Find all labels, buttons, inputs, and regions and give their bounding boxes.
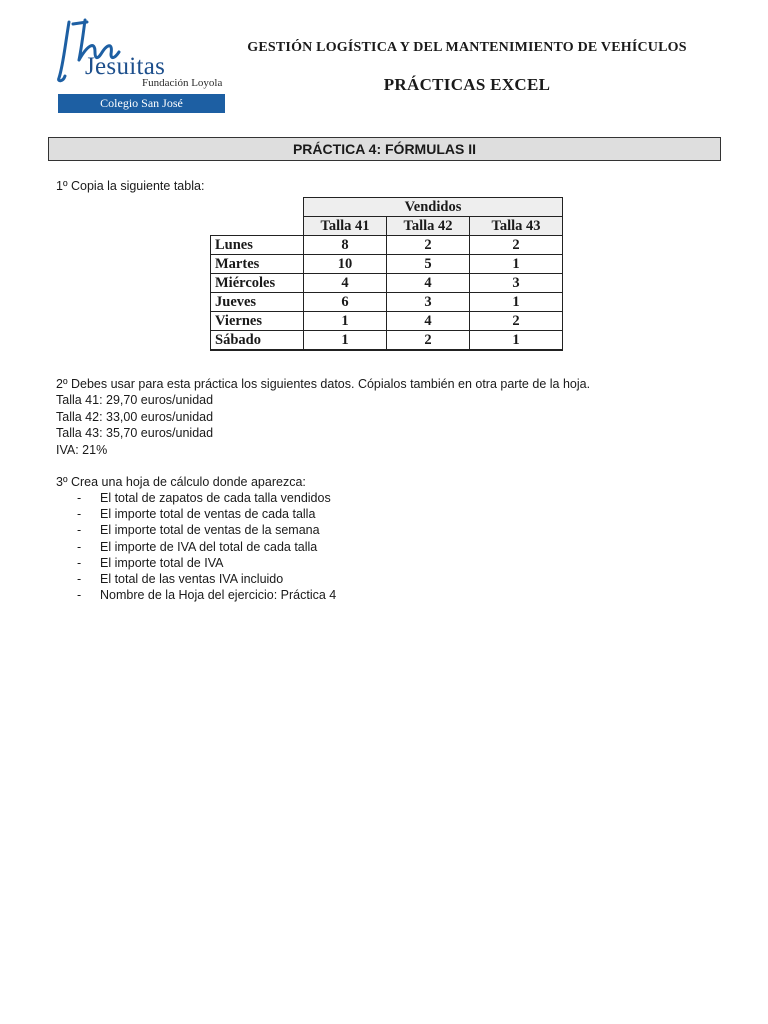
table-row [211,293,563,312]
list-dash: - [77,588,82,603]
table-row [211,312,563,331]
list-item [56,522,336,538]
list-dash: - [77,539,82,554]
price-line-talla-41: Talla 41: 29,70 euros/unidad [56,393,214,407]
table-corner [211,217,304,236]
table-cell: 2 [470,236,563,255]
row-day-label: Viernes [211,312,304,331]
price-line-talla-42: Talla 42: 33,00 euros/unidad [56,410,214,424]
list-item-text: El importe total de IVA [100,555,224,570]
table-cell: 10 [304,255,387,274]
table-row [211,331,563,351]
row-day-label: Sábado [211,331,304,351]
table-cell: 4 [387,274,470,293]
table-cell: 3 [387,293,470,312]
list-dash: - [77,491,82,505]
step-1-text: 1º Copia la siguiente tabla: [56,179,205,193]
table-cell: 1 [470,255,563,274]
list-item [56,587,336,603]
list-dash: - [77,572,82,587]
table-row [211,236,563,255]
table-cell: 3 [470,274,563,293]
table-corner [211,198,304,217]
practice-banner: PRÁCTICA 4: FÓRMULAS II [48,137,721,161]
column-header-talla-42: Talla 42 [387,217,470,236]
column-header-talla-43: Talla 43 [470,217,563,236]
list-item [56,506,336,522]
list-dash: - [77,555,82,570]
column-header-talla-41: Talla 41 [304,217,387,236]
table-cell: 2 [387,236,470,255]
task-list [56,490,336,603]
list-item-text: El importe total de ventas de cada talla [100,507,316,522]
table-cell: 2 [387,331,470,351]
list-item [56,555,336,571]
row-day-label: Martes [211,255,304,274]
row-day-label: Jueves [211,293,304,312]
list-item-text: Nombre de la Hoja del ejercicio: Práctica 4 [100,588,337,603]
list-item-text: El total de las ventas IVA incluido [100,572,284,587]
table-cell: 4 [304,274,387,293]
list-item-text: El importe de IVA del total de cada talla [100,539,318,554]
list-item-text: El importe total de ventas de la semana [100,523,320,538]
table-cell: 1 [304,312,387,331]
table-row [211,274,563,293]
list-dash: - [77,523,82,538]
table-cell: 2 [470,312,563,331]
table-cell: 1 [470,293,563,312]
iva-line: IVA: 21% [56,443,108,457]
price-line-talla-43: Talla 43: 35,70 euros/unidad [56,426,214,440]
school-logo [57,16,227,116]
row-day-label: Miércoles [211,274,304,293]
list-item [56,571,336,587]
table-cell: 5 [387,255,470,274]
table-group-header: Vendidos [304,198,563,217]
table-cell: 4 [387,312,470,331]
row-day-label: Lunes [211,236,304,255]
list-item [56,490,336,506]
logo-school-bar: Colegio San José [58,94,225,113]
list-item [56,539,336,555]
step-3-intro: 3º Crea una hoja de cálculo donde aparezca: [56,475,306,489]
logo-subtitle: Fundación Loyola [142,77,223,89]
logo-brand: Jesuitas [85,53,166,80]
step-2-intro: 2º Debes usar para esta práctica los siguientes datos. Cópialos también en otra parte de la hoja. [56,377,591,391]
table-row [211,255,563,274]
list-dash: - [77,507,82,522]
sales-table [210,197,563,351]
table-cell: 8 [304,236,387,255]
table-cell: 1 [470,331,563,351]
document-title: GESTIÓN LOGÍSTICA Y DEL MANTENIMIENTO DE VEHÍCULOS [247,40,687,55]
table-cell: 6 [304,293,387,312]
document-subtitle: PRÁCTICAS EXCEL [383,75,551,94]
table-cell: 1 [304,331,387,351]
list-item-text: El total de zapatos de cada talla vendidos [100,491,331,505]
